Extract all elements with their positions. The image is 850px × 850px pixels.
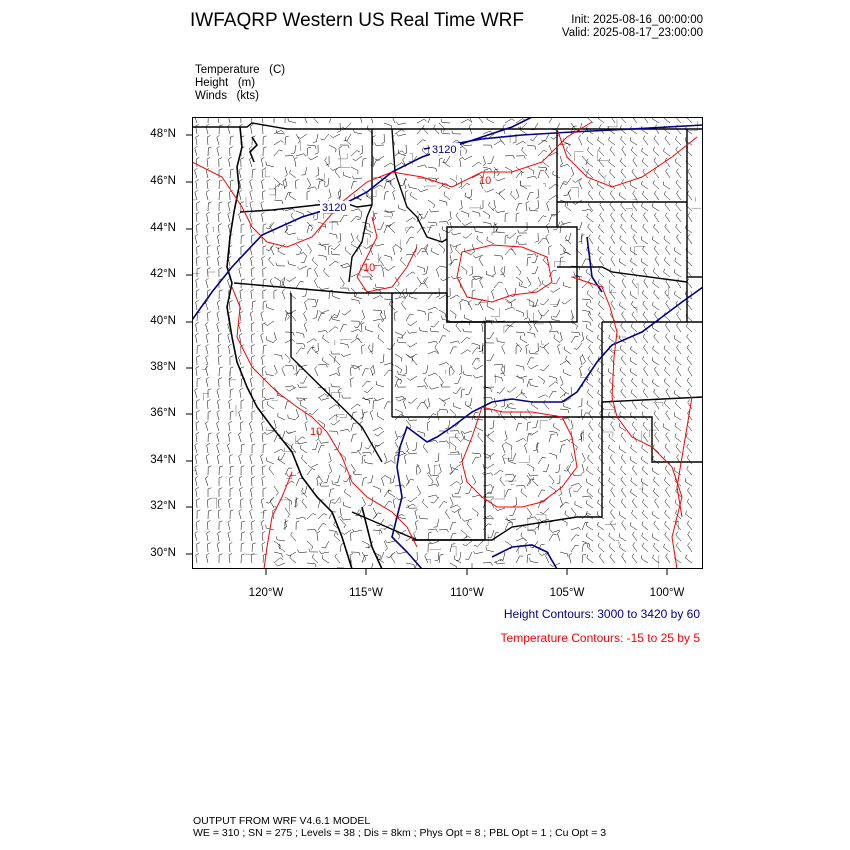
field-name: Height <box>195 77 229 89</box>
lat-tick-label: 44°N <box>150 222 176 234</box>
model-info-line1: OUTPUT FROM WRF V4.6.1 MODEL <box>193 815 371 827</box>
field-label-height <box>195 77 255 89</box>
lat-tick-label: 38°N <box>150 361 176 373</box>
lat-tick-label: 48°N <box>150 128 176 140</box>
temperature-contours-legend: Temperature Contours: -15 to 25 by 5 <box>500 631 700 645</box>
field-label-winds <box>195 90 259 102</box>
height-contours-legend: Height Contours: 3000 to 3420 by 60 <box>503 607 700 621</box>
lon-tick-label: 115°W <box>349 587 383 599</box>
height-contour-label: 3120 <box>322 202 347 214</box>
lon-tick-label: 110°W <box>450 587 484 599</box>
field-name: Winds <box>195 90 227 102</box>
model-info-line2: WE = 310 ; SN = 275 ; Levels = 38 ; Dis = 8km ; Phys Opt = 8 ; PBL Opt = 1 ; Cu Opt = 3 <box>193 827 607 839</box>
lat-tick-label: 34°N <box>150 454 176 466</box>
field-unit: (m) <box>237 77 256 89</box>
run-times <box>562 14 703 40</box>
height-contour-label: 3120 <box>432 144 457 156</box>
lat-tick-label: 32°N <box>150 500 176 512</box>
lon-tick-label: 105°W <box>549 587 585 599</box>
field-unit: (kts) <box>236 90 259 102</box>
temperature-contour-label: 10 <box>363 262 376 274</box>
temperature-contour-label: 10 <box>310 426 323 438</box>
init-time: Init: 2025-08-16_00:00:00 <box>571 14 703 26</box>
lat-tick-label: 36°N <box>150 407 176 419</box>
lon-tick-label: 100°W <box>649 587 685 599</box>
temperature-contour-label: 10 <box>479 175 492 187</box>
field-unit: (C) <box>269 64 286 76</box>
map-tick-marks <box>182 110 712 580</box>
lat-tick-label: 40°N <box>150 315 176 327</box>
plot-title: IWFAQRP Western US Real Time WRF <box>190 10 524 31</box>
lon-tick-label: 120°W <box>248 587 284 599</box>
lat-tick-label: 42°N <box>150 268 176 280</box>
field-label-temperature <box>195 64 285 76</box>
lat-tick-label: 30°N <box>150 547 176 559</box>
field-name: Temperature <box>195 64 260 76</box>
valid-time: Valid: 2025-08-17_23:00:00 <box>561 27 703 39</box>
lat-tick-label: 46°N <box>150 175 176 187</box>
